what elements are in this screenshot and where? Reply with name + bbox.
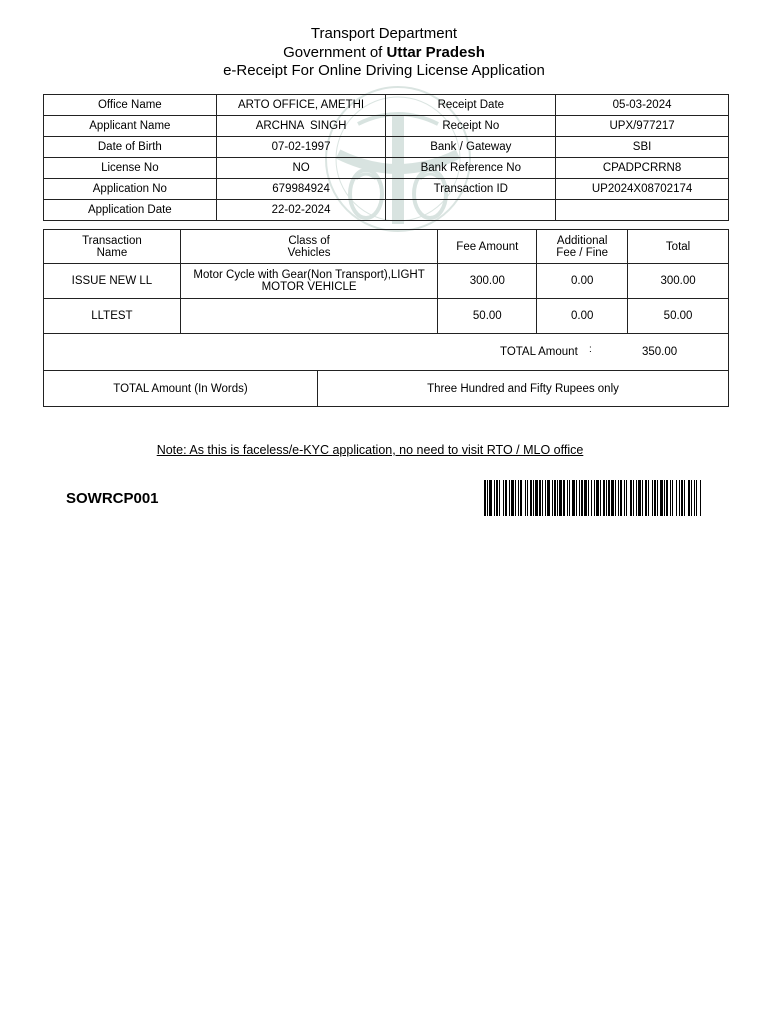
faceless-note: Note: As this is faceless/e-KYC application, no need to visit RTO / MLO office [156,443,584,457]
bank-reference-value: CPADPCRRN8 [556,158,729,179]
header-line: Fee / Fine [556,246,609,259]
total-amount-value: 350.00 [642,346,678,358]
office-name-value: ARTO OFFICE, AMETHI [216,95,386,116]
applicant-info-table [43,94,729,221]
fee-table [43,229,729,407]
total-amount-label: TOTAL Amount [500,346,578,358]
table-row [44,200,729,221]
applicant-name-value: ARCHNA SINGH [216,116,386,137]
transaction-id-label: Transaction ID [386,179,556,200]
application-date-label: Application Date [44,200,217,221]
total-row [44,334,729,371]
row-total: 50.00 [628,299,729,334]
row-total: 300.00 [628,264,729,299]
transaction-id-value: UP2024X08702174 [556,179,729,200]
total-in-words-value: Three Hundred and Fifty Rupees only [427,382,619,395]
application-date-value: 22-02-2024 [216,200,386,221]
empty-cell [386,200,556,221]
transaction-name: ISSUE NEW LL [44,264,181,299]
license-no-label: License No [44,158,217,179]
dob-value: 07-02-1997 [216,137,386,158]
additional-fee: 0.00 [537,264,628,299]
additional-fee: 0.00 [537,299,628,334]
table-header-row [44,230,729,264]
header-line: Additional [556,234,608,247]
receipt-no-label: Receipt No [386,116,556,137]
transaction-name: LLTEST [44,299,181,334]
table-row [44,299,729,334]
office-name-label: Office Name [44,95,217,116]
fee-amount-header: Fee Amount [438,230,537,264]
bank-reference-label: Bank Reference No [386,158,556,179]
total-separator: : [589,344,592,355]
amount-words-row [44,371,729,407]
header-line: Name [96,246,128,259]
header-line: Class of [288,234,330,247]
receipt-date-value: 05-03-2024 [556,95,729,116]
header-line: Transaction [82,234,142,247]
government-prefix: Government of [283,44,383,61]
department-title: Transport Department [310,25,458,42]
fee-amount: 300.00 [438,264,537,299]
total-header: Total [628,230,729,264]
bank-label: Bank / Gateway [386,137,556,158]
transaction-name-header [44,230,181,264]
application-no-value: 679984924 [216,179,386,200]
total-in-words-label: TOTAL Amount (In Words) [44,371,318,406]
total-cell [44,334,729,371]
vehicle-class [180,264,438,299]
header-line: Vehicles [287,246,331,259]
receipt-code: SOWRCP001 [66,490,159,507]
application-no-label: Application No [44,179,217,200]
additional-fee-header [537,230,628,264]
dob-label: Date of Birth [44,137,217,158]
receipt-date-label: Receipt Date [386,95,556,116]
vehicle-class-line: MOTOR VEHICLE [261,281,357,293]
table-row [44,264,729,299]
barcode-icon [484,480,702,516]
receipt-title: e-Receipt For Online Driving License Application [223,62,545,79]
vehicle-class-line: Motor Cycle with Gear(Non Transport),LIGHT [193,269,425,281]
receipt-no-value: UPX/977217 [556,116,729,137]
table-row [44,95,729,116]
table-row [44,179,729,200]
vehicle-class [180,299,438,334]
applicant-name-label: Applicant Name [44,116,217,137]
empty-cell [556,200,729,221]
government-title [0,45,768,60]
fee-amount: 50.00 [438,299,537,334]
table-row [44,137,729,158]
table-row [44,116,729,137]
amount-words-cell [44,371,729,407]
bank-value: SBI [556,137,729,158]
license-no-value: NO [216,158,386,179]
table-row [44,158,729,179]
state-name: Uttar Pradesh [386,44,485,61]
class-of-vehicles-header [180,230,438,264]
